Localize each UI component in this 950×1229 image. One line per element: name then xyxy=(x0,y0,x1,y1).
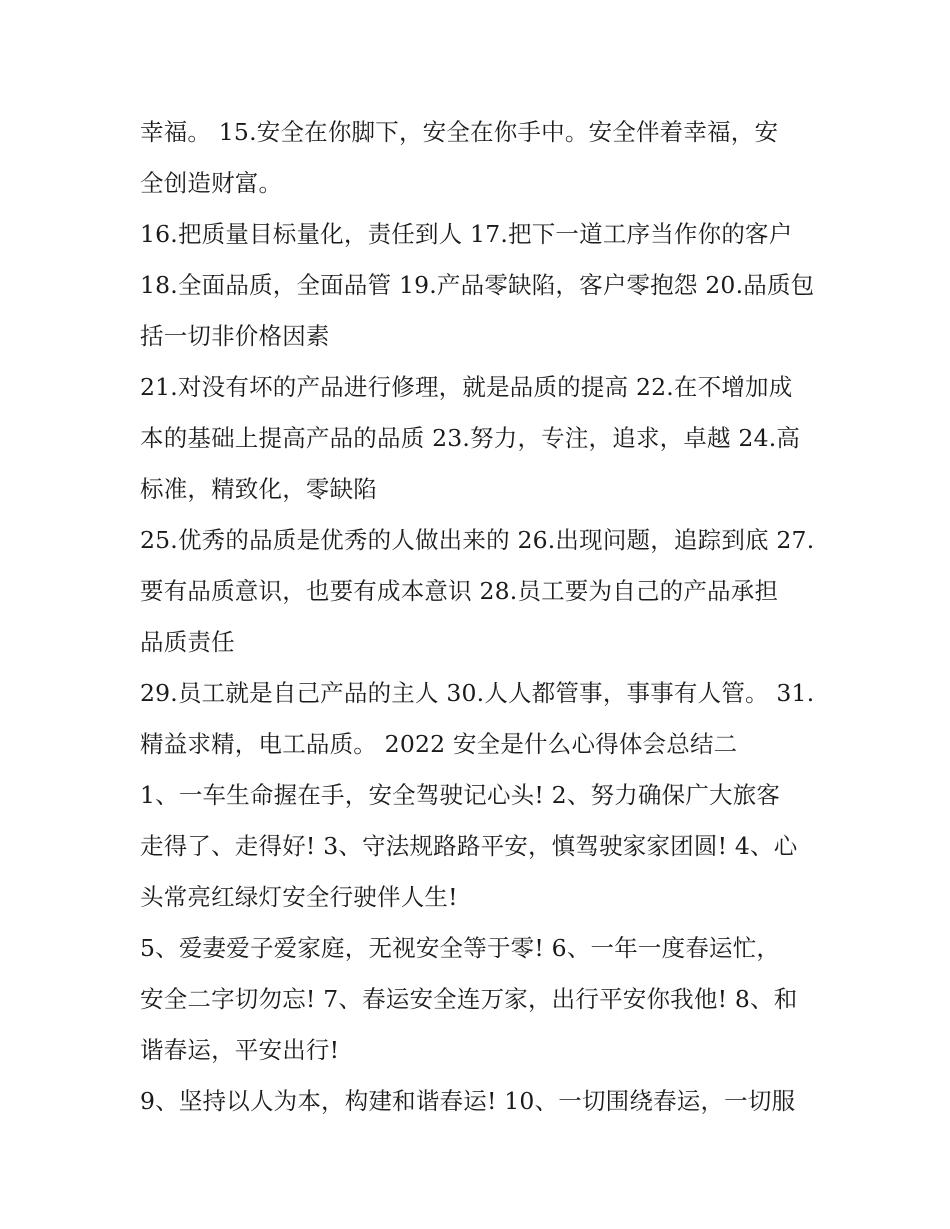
text-line: 标准，精致化，零缺陷 xyxy=(140,475,377,503)
text-line: 品质责任 xyxy=(140,628,235,656)
text-line: 29.员工就是自己产品的主人 30.人人都管事，事事有人管。 31. xyxy=(140,679,815,707)
text-line: 幸福。 15.安全在你脚下，安全在你手中。安全伴着幸福，安 xyxy=(140,118,779,146)
text-line: 谐春运，平安出行! xyxy=(140,1036,340,1064)
text-line: 头常亮红绿灯安全行驶伴人生! xyxy=(140,883,458,911)
text-line: 全创造财富。 xyxy=(140,169,283,197)
text-line: 16.把质量目标量化，责任到人 17.把下一道工序当作你的客户 xyxy=(140,220,793,248)
text-line: 5、爱妻爱子爱家庭，无视安全等于零! 6、一年一度春运忙， xyxy=(140,934,781,962)
text-line: 走得了、走得好! 3、守法规路路平安，慎驾驶家家团圆! 4、心 xyxy=(140,832,798,860)
text-line: 1、一车生命握在手，安全驾驶记心头! 2、努力确保广大旅客 xyxy=(140,781,781,809)
text-line: 括一切非价格因素 xyxy=(140,322,330,350)
text-line: 安全二字切勿忘! 7、春运安全连万家，出行平安你我他! 8、和 xyxy=(140,985,798,1013)
text-line: 21.对没有坏的产品进行修理，就是品质的提高 22.在不增加成 xyxy=(140,373,793,401)
text-line: 要有品质意识，也要有成本意识 28.员工要为自己的产品承担 xyxy=(140,577,779,605)
text-line: 25.优秀的品质是优秀的人做出来的 26.出现问题，追踪到底 27. xyxy=(140,526,815,554)
text-line: 9、坚持以人为本，构建和谐春运! 10、一切围绕春运，一切服 xyxy=(140,1087,796,1115)
text-line: 本的基础上提高产品的品质 23.努力，专注，追求，卓越 24.高 xyxy=(140,424,801,452)
text-line: 18.全面品质，全面品管 19.产品零缺陷，客户零抱怨 20.品质包 xyxy=(140,271,815,299)
document-body xyxy=(140,107,820,1127)
text-line: 精益求精，电工品质。 2022 安全是什么心得体会总结二 xyxy=(140,730,738,758)
